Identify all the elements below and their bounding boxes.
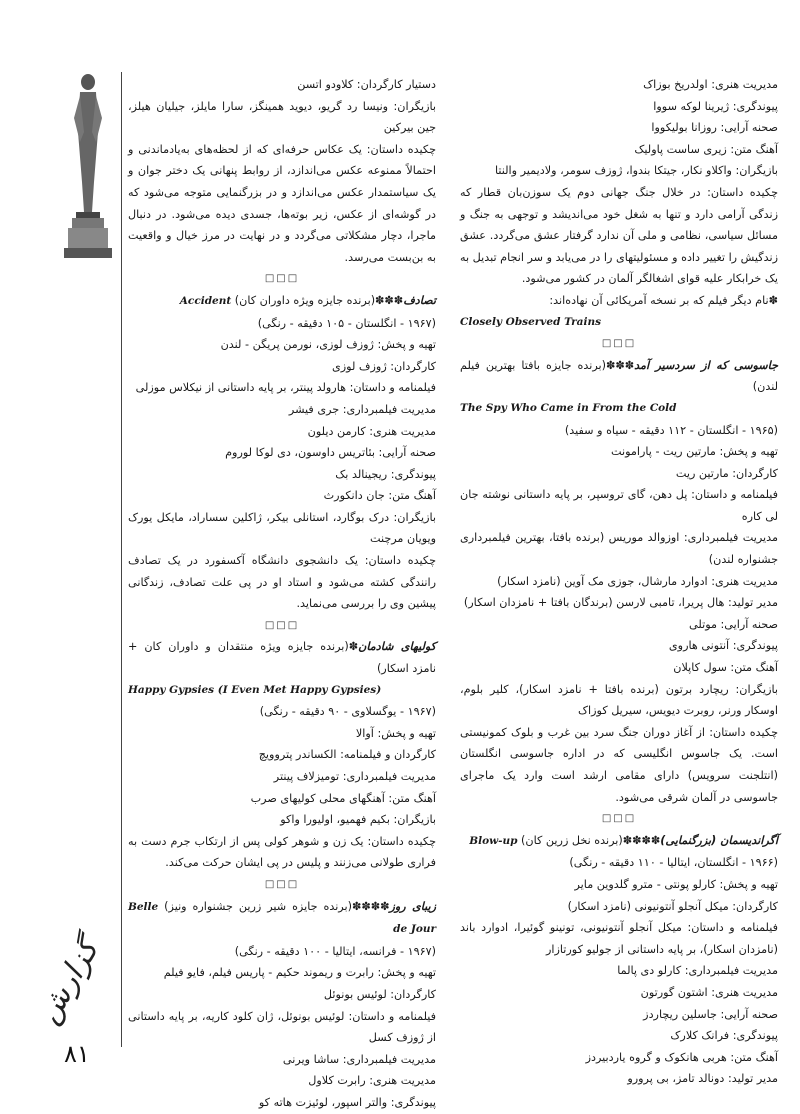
film-award: ✽(برنده جایزه ویژه منتقدان و داوران کان + نامزد اسکار) (128, 640, 436, 676)
credit-line: (۱۹۶۷ - یوگسلاوی - ۹۰ دقیقه - رنگی) (259, 705, 436, 719)
film-title: تصادف (403, 293, 436, 307)
credit-line: مدیریت هنری: اشتون گورتون (640, 985, 778, 999)
credit-line: مدیریت فیلمبرداری: تومیزلاف پینتر (273, 770, 436, 783)
film-heading (128, 896, 436, 941)
credit-line: فیلمنامه و داستان: لوئیس بونوئل، ژان کلود کاریه، بر پایه داستانی از ژوزف کسل (128, 1009, 436, 1045)
credit-line: کارگردان: مارتین ریت (675, 466, 778, 480)
film-title-en: Belle de Jour (128, 900, 436, 936)
film-title: زیبای روز (389, 899, 436, 913)
credit-line: بازیگران: بکیم فهمیو، اولیورا واکو (280, 813, 436, 827)
separator: □□□ (264, 273, 300, 285)
credit-line: بازیگران: ونیسا رد گریو، دیوید همینگز، سارا مایلز، جیلیان هیلز، جین بیرکین (128, 99, 436, 135)
oscar-statue-image (58, 72, 118, 262)
film-title-en: Happy Gypsies (I Even Met Happy Gypsies) (128, 683, 382, 696)
credit-line: مدیریت هنری: اولدریخ بوزاک (643, 78, 778, 91)
film-heading (460, 830, 778, 853)
note: ✽نام دیگر فیلم که بر نسخه آمریکائی آن نهاده‌اند: (549, 293, 778, 307)
credit-line: دستیار کارگردان: کلاودو اتسن (297, 78, 436, 91)
credit-line: آهنگ متن: آهنگهای محلی کولیهای صرب (250, 791, 436, 805)
credit-line: (۱۹۶۵ - انگلستان - ۱۱۲ دقیقه - سیاه و سفید) (564, 423, 778, 437)
synopsis: چکیده داستان: یک زن و شوهر کولی پس از ارتکاب جرم دست به فراری طولانی می‌زنند و پلیس در پی ایشان حرکت می‌کند. (128, 834, 436, 870)
film-heading (460, 355, 778, 398)
credit-line: مدیریت فیلمبرداری: کارلو دی پالما (617, 964, 778, 978)
credit-line: پیوندگری: فرانک کلارک (670, 1029, 778, 1043)
credit-line: پیوندگری: ریجینالد بک (335, 467, 436, 481)
film-title-en: Blow-up (469, 834, 518, 847)
credit-line: مدیریت هنری: کارمن دیلون (307, 424, 436, 438)
synopsis: چکیده داستان: از آغاز دوران جنگ سرد بین غرب و بلوک کمونیستی است. یک جاسوس انگلیسی که در اداره جاسوسی انگلستان (انتلجنت سرویس) دارای مقامی ارشد است وارد یک ماجرای جاسوسی در آلمان شرقی می‌شود. (460, 725, 778, 804)
credit-line: صحنه آرایی: جاسلین ریچاردز (643, 1007, 778, 1021)
column-divider (121, 72, 122, 1047)
credit-line: بازیگران: ریچارد برتون (برنده بافتا + نامزد اسکار)، کلیر بلوم، اوسکار ورنر، روبرت دیویس، سیریل کوزاک (460, 682, 778, 718)
film-heading (128, 636, 436, 679)
credit-line: مدیریت فیلمبرداری: ساشا ویرنی (282, 1052, 436, 1066)
credit-line: بازیگران: واکلاو نکار، جیتکا بندوا، ژوزف سومر، ولادیمیر والنتا (494, 164, 778, 178)
credit-line: مدیریت فیلمبرداری: جری فیشر (288, 402, 436, 416)
credit-line: مدیر تولید: دونالد تامز، بی پرورو (627, 1072, 778, 1086)
film-title-en: Accident (179, 294, 232, 307)
credit-line: تهیه و پخش: مارتین ریت - پارامونت (610, 445, 778, 459)
credit-line: صحنه آرایی: موتلی (689, 617, 778, 631)
magazine-logo: گزارش (30, 933, 107, 1030)
film-title: جاسوسی که از سردسیر آمد (634, 358, 778, 372)
credit-line: کارگردان: لوئیس بونوئل (323, 987, 436, 1001)
credit-line: (۱۹۶۷ - فرانسه، ایتالیا - ۱۰۰ دقیقه - رنگی) (234, 944, 436, 958)
film-heading (128, 290, 436, 313)
credit-line: مدیریت هنری: رابرت کلاول (308, 1074, 436, 1088)
credit-line: صحنه آرایی: روزانا بولیکووا (651, 121, 778, 135)
separator: □□□ (601, 338, 637, 350)
credit-line: پیوندگری: آنتونی هاروی (668, 639, 778, 653)
credit-line: پیوندگری: ژیرینا لوکه سووا (653, 99, 778, 113)
synopsis: چکیده داستان: یک عکاس حرفه‌ای که از لحظه‌های به‌یادماندنی و احتمالاً ممنوعه عکس می‌اندازد، از روابط پنهانی یک دختر جوان و یک سیاستمدار عکس می‌اندازد و در بزرگنمایی متوجه می‌شود که در گوشه‌ای از عکس، زیر بوته‌ها، جسدی دیده می‌شود. در دنبال ماجرا، دچار مشکلاتی می‌گردد و در نهایت در مرز خیال و واقعیت به بن‌بست می‌رسد. (128, 142, 436, 264)
credit-line: مدیریت فیلمبرداری: اوزوالد موریس (برنده بافتا، بهترین فیلمبرداری جشنواره لندن) (460, 531, 778, 567)
credit-line: تهیه و پخش: ژوزف لوزی، نورمن پریگن - لندن (220, 338, 436, 352)
synopsis: چکیده داستان: در خلال جنگ جهانی دوم یک سوزن‌بان قطار که زندگی آرامی دارد و تنها به شغل خود می‌اندیشد و توجهی به جنگ و مسائل سیاسی، نظامی و ملی آن ندارد گرفتار عشق می‌گردد. عشق زندگیش را تغییر داده و مسئولیتهای را در می‌یابد و سر انجام تبدیل به یک خرابکار علیه قوای اشغالگر آلمان در کشور می‌شود. (460, 185, 778, 286)
credit-line: مدیر تولید: هال پریرا، تامبی لارسن (برندگان بافتا + نامزدان اسکار) (463, 596, 778, 610)
credit-line: تهیه و پخش: آوالا (355, 726, 436, 740)
right-column (460, 74, 778, 1090)
credit-line: تهیه و پخش: رابرت و ریموند حکیم - پاریس فیلم، فایو فیلم (163, 966, 436, 980)
credit-line: فیلمنامه و داستان: میکل آنجلو آنتونیونی، تونینو گوئیرا، ادوارد باند (نامزدان اسکار)، بر پایه داستانی از جولیو کورتازار (460, 921, 778, 956)
film-award: ✽✽✽✽(برنده جایزه شیر زرین جشنواره ونیز) (164, 899, 390, 913)
synopsis: چکیده داستان: یک دانشجوی دانشگاه آکسفورد در یک تصادف رانندگی کشته می‌شود و استاد او در پی علت تصادف، زندگانی پیشین وی را بررسی می‌نماید. (128, 554, 436, 611)
separator: □□□ (601, 813, 637, 825)
credit-line: پیوندگری: والتر اسپور، لوئیزت هاته کو (258, 1095, 436, 1109)
credit-line: آهنگ متن: زیری ساست پاولیک (634, 142, 778, 156)
film-title: کولیهای شادمان (358, 640, 436, 654)
left-column (128, 74, 436, 1114)
page-number: ۸۱ (64, 1040, 90, 1068)
separator: □□□ (264, 619, 300, 631)
alt-title-en: Closely Observed Trains (460, 315, 601, 328)
credit-line: (۱۹۶۶ - انگلستان، ایتالیا - ۱۱۰ دقیقه - رنگی) (569, 856, 778, 870)
credit-line: کارگردان و فیلمنامه: الکساندر پتروویچ (258, 748, 436, 762)
credit-line: فیلمنامه و داستان: پل دهن، گای تروسپر، بر پایه داستانی نوشته جان لی کاره (460, 488, 778, 523)
film-award: ✽✽✽(برنده جایزه بافتا بهترین فیلم لندن) (460, 358, 778, 394)
film-award: ✽✽✽✽(برنده نخل زرین کان) (521, 833, 661, 847)
separator: □□□ (264, 878, 300, 890)
film-title-en: The Spy Who Came in From the Cold (460, 401, 677, 414)
credit-line: (۱۹۶۷ - انگلستان - ۱۰۵ دقیقه - رنگی) (257, 316, 436, 330)
credit-line: آهنگ متن: سول کاپلان (673, 661, 778, 675)
credit-line: بازیگران: درک بوگارد، استانلی بیکر، ژاکلین سساراد، مایکل یورک ویویان مرچنت (128, 510, 436, 546)
credit-line: مدیریت هنری: ادوارد مارشال، جوزی مک آوین (نامزد اسکار) (497, 574, 778, 588)
credit-line: کارگردان: میکل آنجلو آنتونیونی (نامزد اسکار) (567, 899, 778, 913)
credit-line: فیلمنامه و داستان: هارولد پینتر، بر پایه داستانی از نیکلاس موزلی (135, 381, 436, 395)
film-title: آگراندیسمان (بزرگنمایی) (660, 833, 778, 847)
credit-line: صحنه آرایی: بئاتریس داوسون، دی لوکا لوروم (225, 446, 436, 460)
credit-line: کارگردان: ژوزف لوزی (332, 359, 436, 373)
credit-line: آهنگ متن: جان دانکورث (323, 489, 436, 503)
credit-line: آهنگ متن: هربی هانکوک و گروه یاردبیردز (585, 1050, 778, 1064)
film-award: ✽✽✽(برنده جایزه ویژه داوران کان) (234, 293, 404, 307)
credit-line: تهیه و پخش: کارلو پونتی - مترو گلدوین مایر (574, 877, 778, 891)
